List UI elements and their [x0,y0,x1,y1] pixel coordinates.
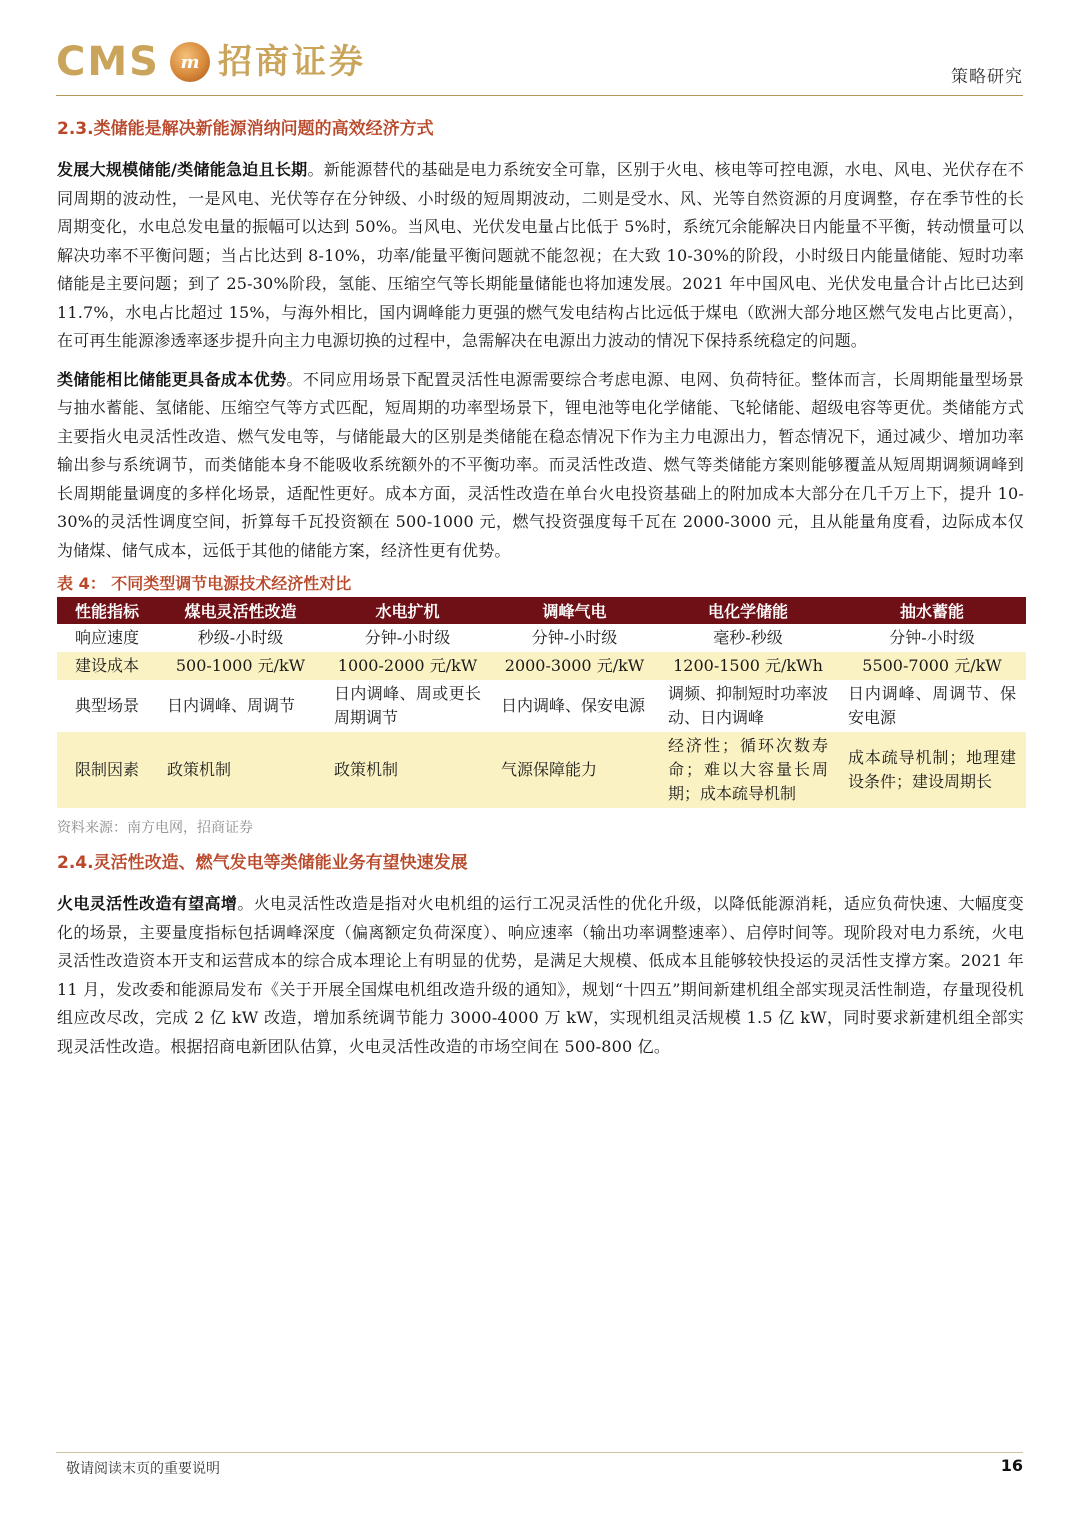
table-header-cell: 电化学储能 [658,597,838,624]
table-row [57,732,1026,808]
comparison-table [57,597,1026,808]
table-row-header: 建设成本 [57,652,157,680]
paragraph-lead: 类储能相比储能更具备成本优势 [57,369,287,389]
logo-latin: CMS [56,39,160,85]
page-content [57,112,1024,1061]
table-cell: 1000-2000 元/kW [324,652,491,680]
table-header-cell: 水电扩机 [324,597,491,624]
table-source: 资料来源：南方电网，招商证券 [57,820,253,836]
page-number: 16 [1000,1456,1023,1475]
table-cell: 分钟-小时级 [889,628,975,647]
table-cell: 日内调峰、周调节、保安电源 [848,684,1016,727]
table-cell: 2000-3000 元/kW [491,652,658,680]
paragraph-large-scale-storage [57,156,1024,356]
table-cell: 毫秒-秒级 [713,628,783,647]
table-row-header: 限制因素 [57,732,157,808]
table-header-cell: 抽水蓄能 [838,597,1026,624]
paragraph-lead: 发展大规模储能/类储能急迫且长期 [57,160,308,179]
report-category: 策略研究 [951,67,1023,87]
table-cell: 500-1000 元/kW [157,652,324,680]
table-row-header: 响应速度 [74,628,139,647]
table-cell: 政策机制 [157,732,324,808]
table-row [57,652,1026,680]
paragraph-body: 。火电灵活性改造是指对火电机组的运行工况灵活性的优化升级，以降低能源消耗，适应负荷快速、大幅度变化的场景，主要量度指标包括调峰深度（偏离额定负荷深度）、响应速率（输出功率调整速率）、启停时间等。现阶段对电力系统，火电灵活性改造资本开支和运营成本的综合成本理论上有明显的优势，是满足大规模、低成本且能够较快投运的灵活性支撑方案。2021 年 11 月，发改委和能源局发布《关于开展全国煤电机组改造升级的通知》，规划“十四五”期间新建机组全部实现灵活性制造，存量现役机组应改尽改，完成 2 亿 kW 改造，增加系统调节能力 3000-4000 万 kW，实现机组灵活规模 1.5 亿 kW，同时要求新建机组全部实现灵活性改造。根据招商电新团队估算，火电灵活性改造的市场空间在 500-800 亿。 [57,894,1024,1056]
table-cell: 调频、抑制短时功率波动、日内调峰 [668,684,829,727]
page-header [0,0,1080,100]
table-cell: 日内调峰、周调节 [167,696,296,715]
section-title-2-3: 2.3.类储能是解决新能源消纳问题的高效经济方式 [57,119,434,139]
table-cell: 日内调峰、保安电源 [501,696,646,715]
section-title-2-4: 2.4.灵活性改造、燃气发电等类储能业务有望快速发展 [57,853,468,873]
table-header-cell: 煤电灵活性改造 [157,597,324,624]
paragraph-body: 。新能源替代的基础是电力系统安全可靠，区别于火电、核电等可控电源，水电、风电、光伏存在不同周期的波动性，一是风电、光伏等存在分钟级、小时级的短周期波动，二则是受水、风、光等自然资源的月度调整，存在季节性的长周期变化，水电总发电量的振幅可以达到 50%。当风电、光伏发电量占比低于 5%时，系统冗余能解决日内能量不平衡，转动惯量可以解决功率不平衡问题；当占比达到 8-10%，功率/能量平衡问题就不能忽视；在大致 10-30%的阶段，小时级日内能量储能、短时功率储能是主要问题；到了 25-30%阶段，氢能、压缩空气等长期能量储能也将加速发展。2021 年中国风电、光伏发电量合计占比已达到 11.7%，水电占比超过 15%，与海外相比，国内调峰能力更强的燃气发电结构占比远低于煤电（欧洲大部分地区燃气发电占比更高），在可再生能源渗透率逐步提升向主力电源切换的过程中，急需解决在电源出力波动的情况下保持系统稳定的问题。 [57,160,1025,350]
cms-logo [56,38,366,86]
table-cell: 1200-1500 元/kWh [658,652,838,680]
logo-chinese: 招商证券 [217,42,366,82]
table-header-row [57,597,1026,624]
table-cell: 分钟-小时级 [531,628,618,647]
paragraph-cost-advantage [57,366,1024,566]
table-row [57,624,1026,652]
table-cell: 日内调峰、周或更长周期调节 [334,684,481,727]
table-cell: 经济性；循环次数寿命；难以大容量长周期；成本疏导机制 [658,732,838,808]
header-divider [56,95,1023,96]
footer-divider [56,1452,1023,1453]
paragraph-body: 。不同应用场景下配置灵活性电源需要综合考虑电源、电网、负荷特征。整体而言，长周期能量型场景与抽水蓄能、氢储能、压缩空气等方式匹配，短周期的功率型场景下，锂电池等电化学储能、飞轮储能、超级电容等更优。类储能方式主要指火电灵活性改造、燃气发电等，与储能最大的区别是类储能在稳态情况下作为主力电源出力，暂态情况下，通过减少、增加功率输出参与系统调节，而类储能本身不能吸收系统额外的不平衡功率。而灵活性改造、燃气等类储能方案则能够覆盖从短周期调频调峰到长周期能量调度的多样化场景，适配性更好。成本方面，灵活性改造在单台火电投资基础上的附加成本大部分在几千万上下，提升 10-30%的灵活性调度空间，折算每千瓦投资额在 500-1000 元，燃气投资强度每千瓦在 2000-3000 元，且从能量角度看，边际成本仅为储煤、储气成本，远低于其他的储能方案，经济性更有优势。 [57,369,1024,560]
table-cell: 分钟-小时级 [364,628,451,647]
table-header-cell: 性能指标 [57,597,157,624]
table-cell: 政策机制 [324,732,491,808]
footer-disclaimer-note: 敬请阅读末页的重要说明 [66,1461,220,1477]
table-header-cell: 调峰气电 [491,597,658,624]
table-cell: 成本疏导机制；地理建设条件；建设周期长 [838,732,1026,808]
paragraph-lead: 火电灵活性改造有望高增 [57,894,238,913]
table-cell: 5500-7000 元/kW [838,652,1026,680]
table-cell: 气源保障能力 [491,732,658,808]
logo-badge-icon: m [170,42,210,82]
table-cell: 秒级-小时级 [197,628,284,647]
table-row [57,680,1026,732]
paragraph-thermal-flexibility [57,890,1024,1061]
table-row-header: 典型场景 [74,696,139,715]
table-title: 表 4： 不同类型调节电源技术经济性对比 [57,574,352,593]
